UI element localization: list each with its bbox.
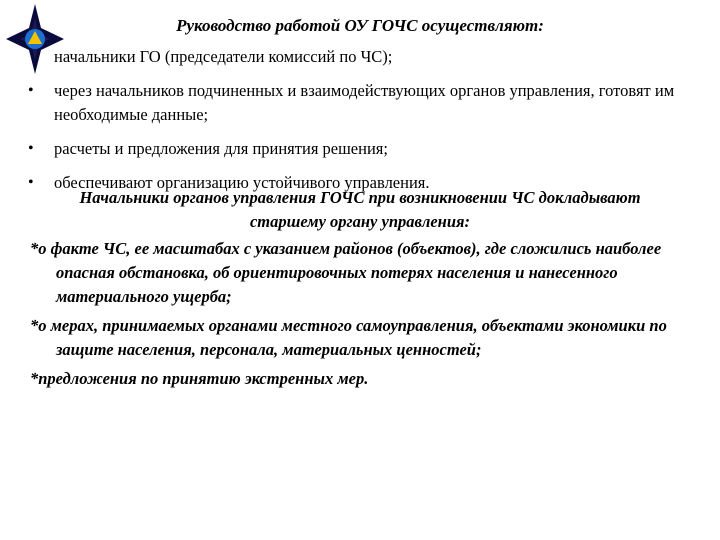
- report-item: *о мерах, принимаемых органами местного самоуправления, объектами экономики по защите населения, персонала, материальных ценностей;: [30, 316, 667, 359]
- report-list: [30, 237, 700, 396]
- bullet-item: [28, 45, 698, 69]
- bullet-item: [28, 79, 698, 127]
- slide-title: Руководство работой ОУ ГОЧС осуществляют:: [176, 16, 544, 35]
- bullet-text: обеспечивают организацию устойчивого управления.: [54, 173, 430, 192]
- bullet-dot: •: [28, 174, 34, 191]
- report-item: *предложения по принятию экстренных мер.: [30, 369, 369, 388]
- section-subheading: Начальники органов управления ГОЧС при возникновении ЧС докладывают старшему органу управления:: [79, 188, 641, 231]
- bullet-list: [28, 45, 698, 205]
- bullet-text: начальники ГО (председатели комиссий по ЧС);: [54, 47, 393, 66]
- bullet-item: [28, 137, 698, 161]
- bullet-dot: •: [28, 140, 34, 157]
- bullet-text: расчеты и предложения для принятия решения;: [54, 139, 388, 158]
- bullet-text: через начальников подчиненных и взаимодействующих органов управления, готовят им необходимые данные;: [54, 81, 675, 124]
- report-item: *о факте ЧС, ее масштабах с указанием районов (объектов), где сложились наиболее опасная обстановка, об ориентировочных потерях населения и нанесенного материального ущерба;: [30, 239, 662, 306]
- bullet-dot: •: [28, 82, 34, 99]
